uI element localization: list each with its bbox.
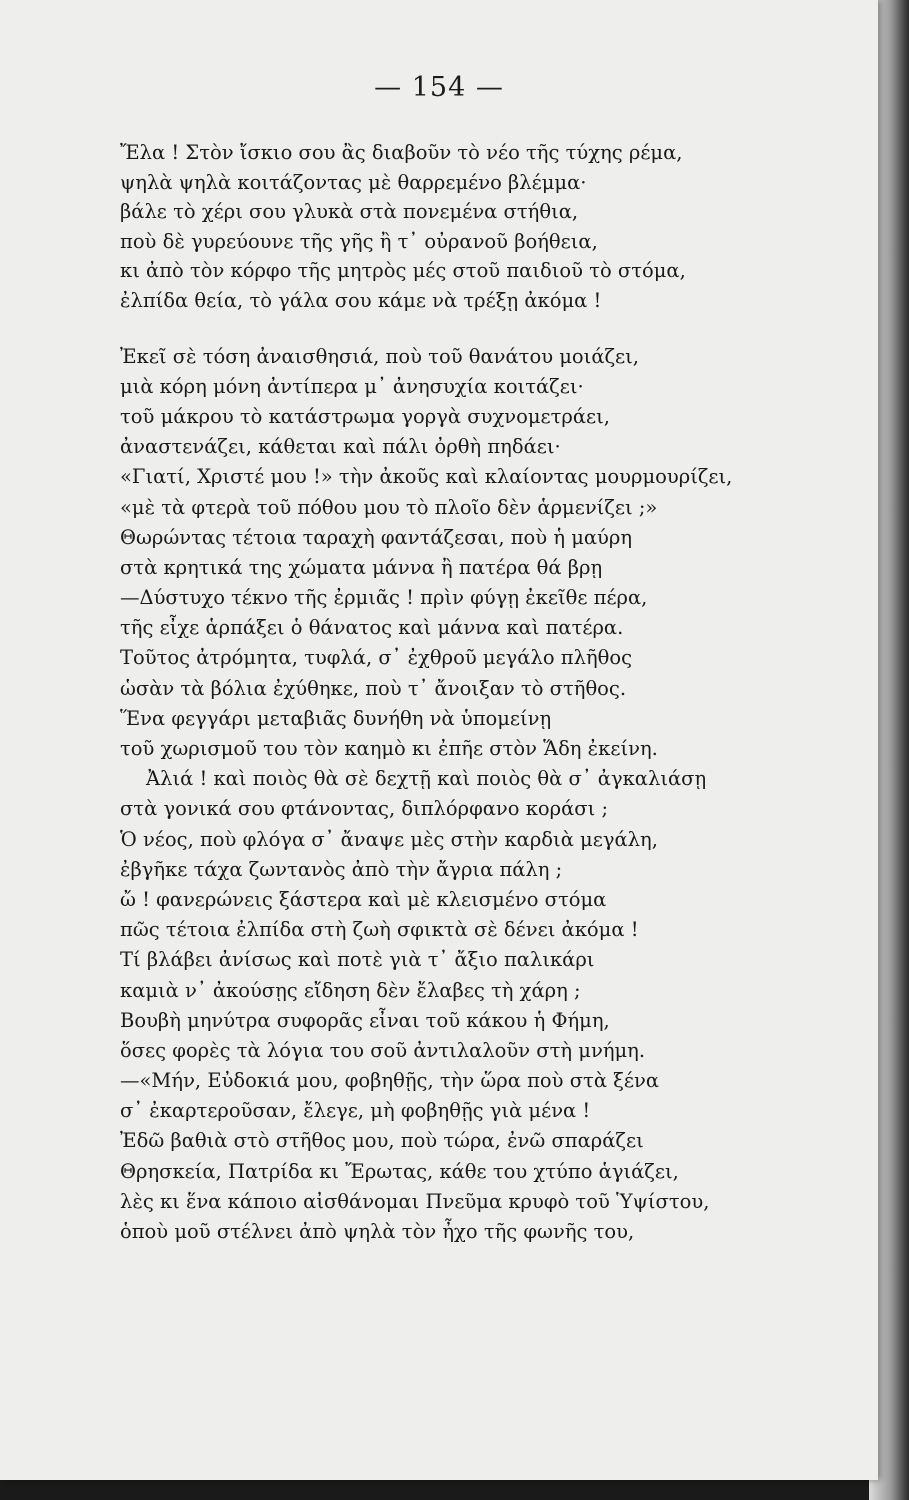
poem-line: Ὁ νέος, ποὺ φλόγα σ᾿ ἄναψε μὲς στὴν καρδιὰ μεγάλη, — [120, 827, 658, 851]
poem-line: καμιὰ ν᾿ ἀκούσῃς εἴδηση δὲν ἔλαβες τὴ χάρη ; — [120, 978, 581, 1002]
poem-text — [120, 138, 810, 1247]
page-number: — 154 — — [374, 72, 504, 103]
poem-line: Ἐδῶ βαθιὰ στὸ στῆθος μου, ποὺ τώρα, ἐνῶ σπαράζει — [120, 1129, 644, 1153]
poem-line: Θωρώντας τέτοια ταραχὴ φαντάζεσαι, ποὺ ἡ μαύρη — [120, 525, 633, 549]
poem-line: στὰ γονικά σου φτάνοντας, διπλόρφανο κοράσι ; — [120, 797, 609, 821]
poem-line: «Γιατί, Χριστέ μου !» τὴν ἀκοῦς καὶ κλαίοντας μουρμουρίζει, — [120, 465, 733, 489]
poem-line: ψηλὰ ψηλὰ κοιτάζοντας μὲ θαρρεμένο βλέμμα· — [120, 170, 587, 194]
poem-line: ἐλπίδα θεία, τὸ γάλα σου κάμε νὰ τρέξῃ ἀκόμα ! — [120, 288, 602, 312]
poem-line: κι ἀπὸ τὸν κόρφο τῆς μητρὸς μές στοῦ παιδιοῦ τὸ στόμα, — [120, 259, 686, 283]
stanza-2 — [120, 342, 810, 1248]
poem-line: Ἔλα ! Στὸν ἴσκιο σου ἂς διαβοῦν τὸ νέο τῆς τύχης ρέμα, — [120, 141, 683, 164]
poem-line: ποὺ δὲ γυρεύουνε τῆς γῆς ἢ τ᾿ οὐρανοῦ βοήθεια, — [120, 229, 598, 253]
poem-line: ὅσες φορὲς τὰ λόγια του σοῦ ἀντιλαλοῦν στὴ μνήμη. — [120, 1038, 646, 1062]
poem-line: τῆς εἶχε ἁρπάξει ὁ θάνατος καὶ μάννα καὶ πατέρα. — [120, 616, 624, 640]
poem-line: σ᾿ ἐκαρτεροῦσαν, ἔλεγε, μὴ φοβηθῇς γιὰ μένα ! — [120, 1099, 591, 1123]
poem-line: Βουβὴ μηνύτρα συφορᾶς εἶναι τοῦ κάκου ἡ Φήμη, — [120, 1008, 610, 1032]
poem-line: ἀναστενάζει, κάθεται καὶ πάλι ὀρθὴ πηδάει· — [120, 435, 561, 459]
poem-line: Τοῦτος ἀτρόμητα, τυφλά, σ᾿ ἐχθροῦ μεγάλο πλῆθος — [120, 646, 633, 670]
stanza-1 — [120, 138, 810, 316]
poem-line: τοῦ χωρισμοῦ του τὸν καημὸ κι ἐπῆε στὸν Ἅδη ἐκείνη. — [120, 737, 658, 760]
poem-line: ὡσὰν τὰ βόλια ἐχύθηκε, ποὺ τ᾿ ἄνοιξαν τὸ στῆθος. — [120, 676, 627, 700]
poem-line: —«Μήν, Εὐδοκιά μου, φοβηθῇς, τὴν ὥρα ποὺ στὰ ξένα — [120, 1069, 660, 1093]
poem-line: στὰ κρητικά της χώματα μάννα ἢ πατέρα θά βρῃ — [120, 555, 603, 579]
poem-line: Τί βλάβει ἀνίσως καὶ ποτὲ γιὰ τ᾿ ἄξιο παλικάρι — [120, 948, 595, 972]
poem-line: βάλε τὸ χέρι σου γλυκὰ στὰ πονεμένα στήθια, — [120, 200, 579, 224]
poem-line: ὁποὺ μοῦ στέλνει ἀπὸ ψηλὰ τὸν ἦχο τῆς φωνῆς του, — [120, 1220, 635, 1243]
poem-line: μιὰ κόρη μόνη ἀντίπερα μ᾿ ἀνησυχία κοιτάζει· — [120, 374, 584, 398]
poem-line: —Δύστυχο τέκνο τῆς ἐρμιᾶς ! πρὶν φύγῃ ἐκεῖθε πέρα, — [120, 586, 648, 610]
poem-line: ὤ ! φανερώνεις ξάστερα καὶ μὲ κλεισμένο στόμα — [120, 887, 607, 911]
poem-line: Θρησκεία, Πατρίδα κι Ἔρωτας, κάθε του χτύπο ἁγιάζει, — [120, 1159, 679, 1183]
poem-line: Ἕνα φεγγάρι μεταβιᾶς δυνήθη νὰ ὑπομείνῃ — [120, 706, 552, 730]
poem-line: πῶς τέτοια ἐλπίδα στὴ ζωὴ σφικτὰ σὲ δένει ἀκόμα ! — [120, 918, 639, 942]
poem-line: λὲς κι ἕνα κάποιο αἰσθάνομαι Πνεῦμα κρυφὸ τοῦ Ὑψίστου, — [120, 1189, 710, 1213]
poem-line: τοῦ μάκρου τὸ κατάστρωμα γοργὰ συχνομετράει, — [120, 404, 611, 428]
poem-line: Ἐκεῖ σὲ τόση ἀναισθησιά, ποὺ τοῦ θανάτου μοιάζει, — [120, 344, 639, 368]
poem-line: Ἀλιά ! καὶ ποιὸς θὰ σὲ δεχτῇ καὶ ποιὸς θὰ σ᾿ ἀγκαλιάσῃ — [146, 767, 707, 791]
poem-line: «μὲ τὰ φτερὰ τοῦ πόθου μου τὸ πλοῖο δὲν ἁρμενίζει ;» — [120, 495, 658, 519]
poem-line: ἐβγῆκε τάχα ζωντανὸς ἀπὸ τὴν ἄγρια πάλη ; — [120, 857, 563, 881]
